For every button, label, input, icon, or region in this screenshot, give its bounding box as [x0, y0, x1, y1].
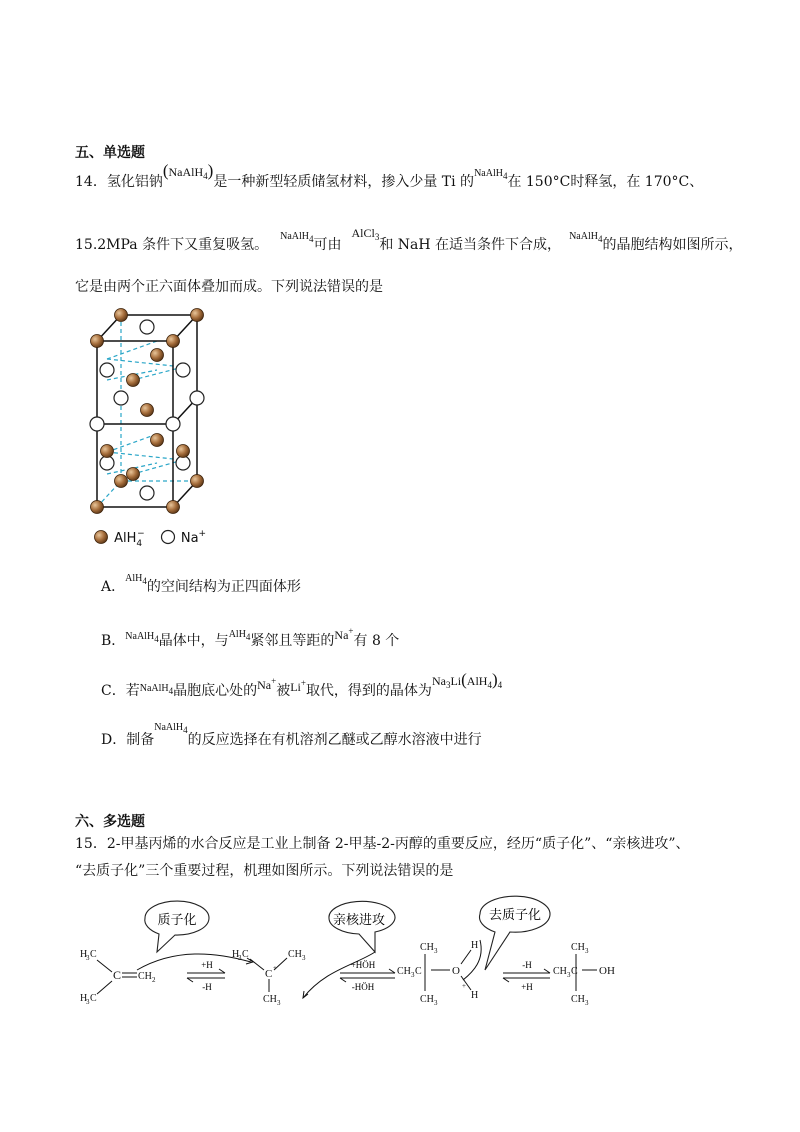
svg-text:CH: CH [138, 971, 152, 982]
crystal-legend: AlH$_4$− Na+ [93, 527, 206, 549]
svg-text:+H: +H [201, 960, 213, 970]
formula-naalh4: NaAlH [168, 165, 204, 179]
svg-text:C: C [571, 966, 578, 977]
svg-text:CH: CH [420, 942, 434, 953]
svg-text:-H: -H [522, 960, 532, 970]
crystal-cell-diagram [85, 300, 225, 520]
svg-text:C: C [242, 949, 249, 960]
legend-alh4: AlH [114, 531, 137, 546]
svg-text:C: C [415, 966, 422, 977]
q14-line-3: 它是由两个正六面体叠加而成。下列说法错误的是 [75, 279, 383, 295]
q14-line-2: 15.2MPa 条件下又重复吸氢。$^{NaAlH4}$可由AlCl$^3$和 NaH 在适当条件下合成，$^{NaAlH4}$的晶胞结构如图所示， [75, 226, 743, 253]
svg-text:CH: CH [571, 994, 585, 1005]
svg-text:C: C [265, 968, 273, 980]
q15-line-1: 15．2-甲基丙烯的水合反应是工业上制备 2-甲基-2-丙醇的重要反应，经历“质子化”、“亲核进攻”、 [75, 836, 690, 852]
option-b: B．$^{NaAlH4}$晶体中，与$^{AlH4}$紧邻且等距的Na+有 8 个 [101, 626, 400, 649]
na-ball-icon [160, 529, 176, 545]
svg-text:O: O [452, 965, 460, 977]
svg-text:CH: CH [571, 942, 585, 953]
q15-line-2: “去质子化”三个重要过程，机理如图所示。下列说法错误的是 [75, 863, 454, 879]
svg-text:+: + [273, 964, 277, 972]
bubble-text-1: 质子化 [157, 913, 197, 928]
svg-text:3: 3 [434, 947, 438, 955]
svg-text:H: H [471, 990, 479, 1001]
svg-text:C: C [113, 968, 122, 982]
svg-text:-HÖH: -HÖH [351, 982, 375, 992]
svg-text:3: 3 [434, 999, 438, 1007]
option-a: A．$^{AlH4}$的空间结构为正四面体形 [101, 573, 301, 595]
svg-text:C: C [90, 949, 97, 960]
svg-text:CH: CH [420, 994, 434, 1005]
svg-text:-H: -H [202, 982, 212, 992]
svg-text:3: 3 [238, 954, 242, 962]
svg-text:OH: OH [599, 965, 615, 977]
svg-text:3: 3 [86, 998, 90, 1006]
formula-naalh4: NaAlH [280, 231, 309, 242]
svg-text:H: H [80, 949, 88, 960]
svg-text:H: H [232, 949, 240, 960]
section-title-multi-choice: 六、多选题 [75, 814, 145, 830]
alh4-ball-icon [93, 529, 109, 545]
formula-alcl3: AlCl [351, 226, 375, 240]
bubble-text-2: 亲核进攻 [332, 913, 386, 928]
bubble-text-3: 去质子化 [488, 908, 542, 923]
svg-text:+HÖH: +HÖH [350, 960, 376, 970]
svg-text:3: 3 [411, 971, 415, 979]
svg-text:3: 3 [585, 947, 589, 955]
svg-text:3: 3 [277, 999, 281, 1007]
svg-text:CH: CH [263, 994, 277, 1005]
formula-naalh4: NaAlH [474, 168, 503, 179]
svg-text:H: H [471, 940, 479, 951]
legend-na: Na [180, 531, 199, 546]
option-d: D．制备$^{NaAlH4}$的反应选择在有机溶剂乙醚或乙醇水溶液中进行 [101, 722, 482, 748]
svg-text:C: C [90, 993, 97, 1004]
svg-text:H: H [80, 993, 88, 1004]
svg-text:+H: +H [521, 982, 533, 992]
reaction-mechanism-diagram [75, 890, 635, 1025]
section-title-single-choice: 五、单选题 [75, 145, 145, 161]
svg-text:CH: CH [288, 949, 302, 960]
svg-text:+: + [462, 982, 466, 990]
q14-number: 14． [75, 174, 107, 190]
svg-text:CH: CH [397, 966, 411, 977]
svg-text:3: 3 [86, 954, 90, 962]
formula-naalh4: NaAlH [569, 231, 598, 242]
svg-text:2: 2 [152, 976, 156, 984]
svg-text:3: 3 [567, 971, 571, 979]
svg-text:3: 3 [585, 999, 589, 1007]
svg-text:CH: CH [553, 966, 567, 977]
q14-line-1: 14．氢化铝钠(NaAlH$^4$)是一种新型轻质储氢材料，掺入少量 Ti 的$^{NaAlH4}$在 150°C时释氢，在 170°C、 [75, 161, 704, 190]
svg-text:3: 3 [302, 954, 306, 962]
option-c: C．若$^{NaAlH}_4$晶胞底心处的Na+被Li+取代，得到的晶体为$Na^3Li(AlH^4)^4$ [101, 670, 503, 699]
